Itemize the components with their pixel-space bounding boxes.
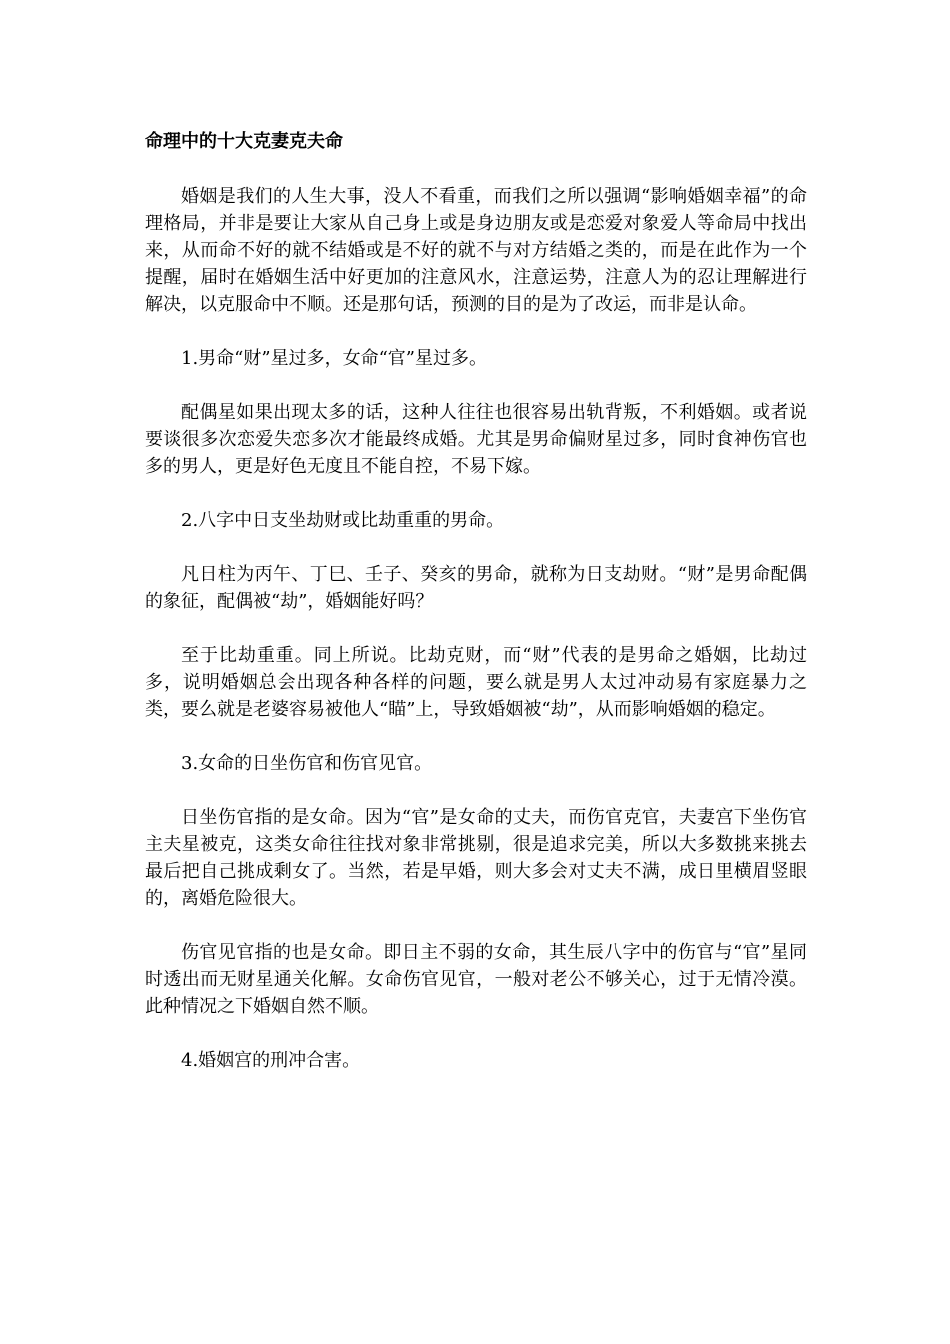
section-heading-1: 1.男命“财”星过多，女命“官”星过多。 <box>181 348 487 369</box>
section-heading-2: 2.八字中日支坐劫财或比劫重重的男命。 <box>181 510 505 531</box>
section-2-paragraph-2: 至于比劫重重。同上所说。比劫克财，而“财”代表的是男命之婚姻，比劫过多，说明婚姻总会出现各种各样的问题，要么就是男人太过冲动易有家庭暴力之类，要么就是老婆容易被他人“瞄”上，导致婚姻被“劫”，从而影响婚姻的稳定。 <box>145 645 807 720</box>
section-3-paragraph-1: 日坐伤官指的是女命。因为“官”是女命的丈夫，而伤官克官，夫妻宫下坐伤官主夫星被克，这类女命往往找对象非常挑剔，很是追求完美，所以大多数挑来挑去最后把自己挑成剩女了。当然，若是早婚，则大多会对丈夫不满，成日里横眉竖眼的，离婚危险很大。 <box>145 807 807 909</box>
section-2-paragraph-1: 凡日柱为丙午、丁巳、壬子、癸亥的男命，就称为日支劫财。“财”是男命配偶的象征，配偶被“劫”，婚姻能好吗？ <box>145 564 807 612</box>
document-title: 命理中的十大克妻克夫命 <box>145 131 343 152</box>
section-heading-3: 3.女命的日坐伤官和伤官见官。 <box>181 753 433 774</box>
document-page <box>145 128 807 1101</box>
intro-paragraph: 婚姻是我们的人生大事，没人不看重，而我们之所以强调“影响婚姻幸福”的命理格局，并非是要让大家从自己身上或是身边朋友或是恋爱对象爱人等命局中找出来，从而命不好的就不结婚或是不好的就不与对方结婚之类的，而是在此作为一个提醒，届时在婚姻生活中好更加的注意风水，注意运势，注意人为的忍让理解进行解决，以克服命中不顺。还是那句话，预测的目的是为了改运，而非是认命。 <box>145 186 807 315</box>
section-3-paragraph-2: 伤官见官指的也是女命。即日主不弱的女命，其生辰八字中的伤官与“官”星同时透出而无财星通关化解。女命伤官见官，一般对老公不够关心，过于无情冷漠。此种情况之下婚姻自然不顺。 <box>145 942 807 1017</box>
section-heading-4: 4.婚姻宫的刑冲合害。 <box>181 1050 361 1071</box>
section-1-paragraph: 配偶星如果出现太多的话，这种人往往也很容易出轨背叛，不利婚姻。或者说要谈很多次恋爱失恋多次才能最终成婚。尤其是男命偏财星过多，同时食神伤官也多的男人，更是好色无度且不能自控，不易下嫁。 <box>145 402 807 477</box>
